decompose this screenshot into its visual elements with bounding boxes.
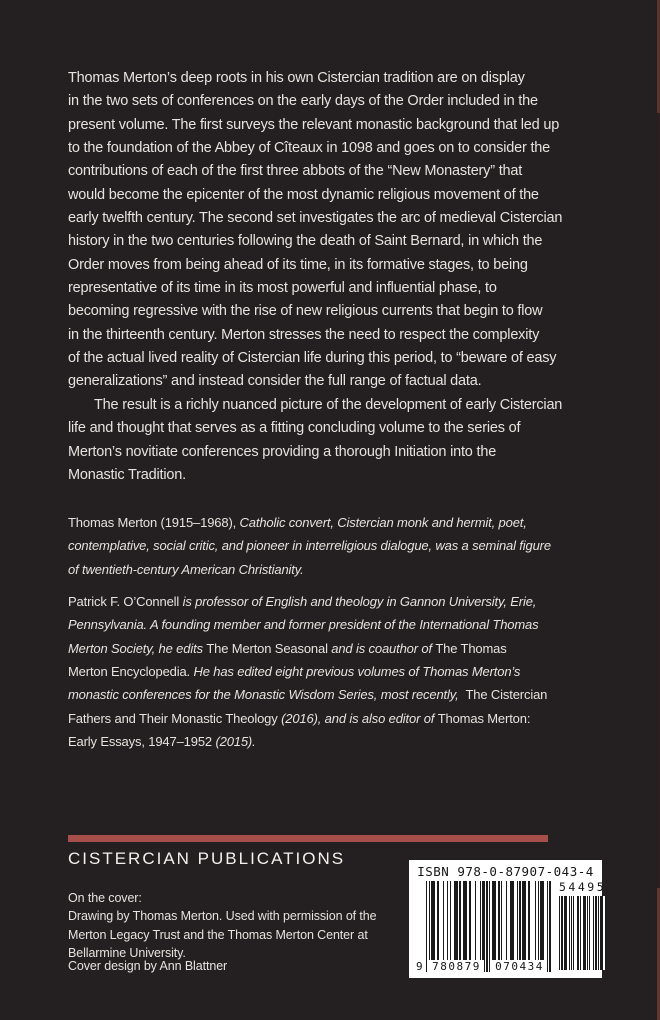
editor-bio: Patrick F. O’Connell is professor of English and theology in Gannon University, Erie, Pennsylvania. A founding member and former president of the International Thomas Merton Society, he edits The Merton Seasonal and is coauthor of The Thomas Merton Encyclopedia. He has edited eight previous volumes of Thomas Merton’s monastic conferences for the Monastic Wisdom Series, most recently, The Cistercian Fathers and Their Monastic Theology (2016), and is also editor of Thomas Merton: Early Essays, 1947–1952 (2015).	[68, 594, 548, 750]
ean-digits-left: 780879	[429, 960, 484, 973]
barcode-panel	[409, 860, 607, 978]
barcode-bars	[426, 881, 550, 972]
barcode-row	[409, 880, 607, 973]
author-bio: Thomas Merton (1915–1968), Catholic convert, Cistercian monk and hermit, poet, contemplative, social critic, and pioneer in interreligious dialogue, was a seminal figure of twentieth-century American Christianity.	[68, 515, 551, 577]
publisher-name: CISTERCIAN PUBLICATIONS	[68, 849, 346, 868]
divider-rule	[68, 835, 548, 842]
design-credit: Cover design by Ann Blattner	[68, 959, 228, 973]
description-text: Thomas Merton’s deep roots in his own Cistercian tradition are on display in the two sets of conferences on the early days of the Order included in the present volume. The first surveys the relevant monastic background that led up to the foundation of the Abbey of Cîteaux in 1098 and goes on to consider the contributions of each of the first three abbots of the “New Monastery” that would become the epicenter of the most dynamic religious movement of the early twelfth century. The second set investigates the arc of medieval Cistercian history in the two centuries following the death of Saint Bernard, in which the Order moves from being ahead of its time, in its formative stages, to being representative of its time in its most powerful and influential phase, to becoming regressive with the rise of new religious currents that begin to flow in the thirteenth century. Merton stresses the need to respect the complexity of the actual lived reality of Cistercian life during this period, to “beware of easy generalizations” and instead consider the full range of factual data. The result is a richly nuanced picture of the development of early Cistercian life and thought that serves as a fitting concluding volume to the series of Merton’s novitiate conferences providing a thorough Initiation into the Monastic Tradition.	[68, 70, 563, 483]
cover-note: On the cover: Drawing by Thomas Merton. Used with permission of the Merton Legacy Trust and the Thomas Merton Center at Bellarmine University.	[68, 891, 377, 960]
ean-barcode	[416, 881, 550, 973]
ean-digits-right: 070434	[492, 960, 547, 973]
price-addon-barcode	[559, 881, 606, 973]
ean-digit-first: 9	[416, 960, 423, 973]
price-code: 54495	[559, 880, 607, 894]
ean-digits	[416, 960, 550, 973]
isbn-text: ISBN 978-0-87907-043-4	[417, 864, 594, 879]
addon-bars	[559, 896, 606, 970]
